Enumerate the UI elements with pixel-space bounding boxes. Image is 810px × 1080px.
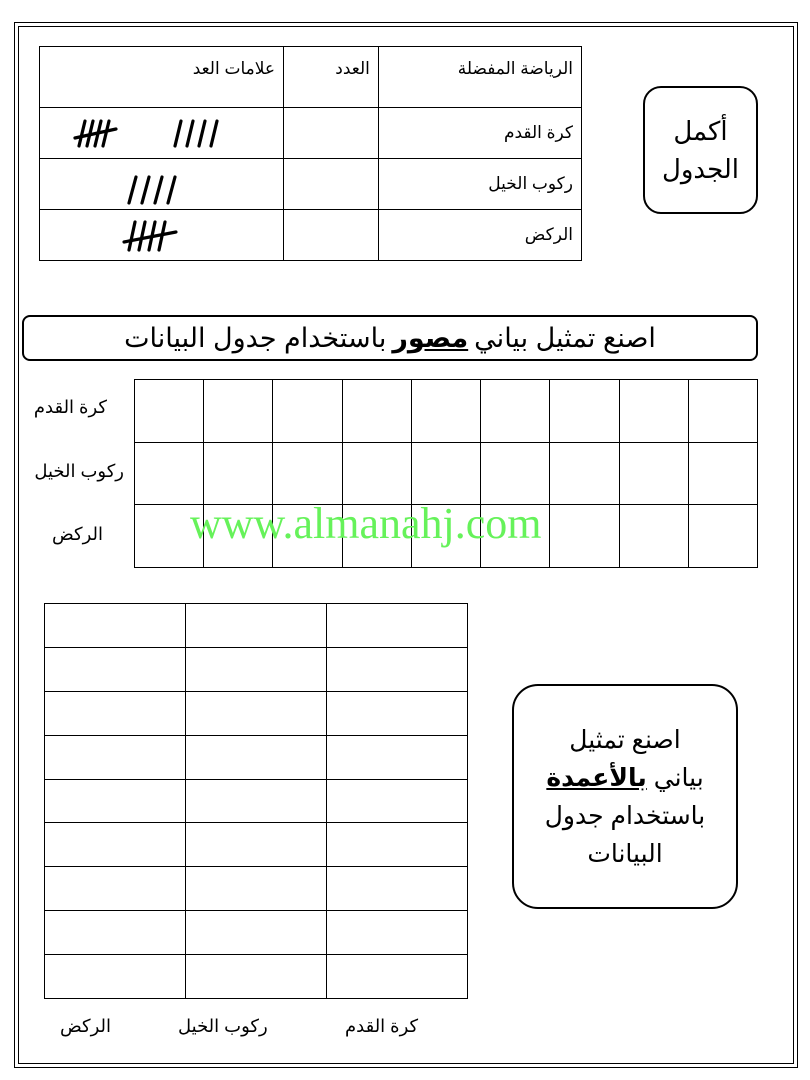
- grid-row: [45, 604, 468, 648]
- bar-instruction-line2-text: بياني: [653, 763, 704, 792]
- bar-graph-cell[interactable]: [327, 867, 468, 911]
- pictograph-cell[interactable]: [411, 442, 480, 505]
- pictograph-cell[interactable]: [411, 380, 480, 443]
- pictograph-cell[interactable]: [342, 442, 411, 505]
- bar-graph-cell[interactable]: [327, 735, 468, 779]
- sport-name: ركوب الخيل: [378, 159, 581, 210]
- tally-marks-running-icon: [48, 210, 275, 260]
- pictograph-cell[interactable]: [342, 380, 411, 443]
- grid-row: [135, 380, 758, 443]
- number-cell[interactable]: [284, 108, 379, 159]
- bar-graph-cell[interactable]: [186, 691, 327, 735]
- pictograph-cell[interactable]: [273, 380, 342, 443]
- instruction-bold: مصور: [392, 322, 469, 353]
- pictograph-cell[interactable]: [550, 380, 619, 443]
- bar-graph-cell[interactable]: [186, 647, 327, 691]
- bar-graph-cell[interactable]: [186, 779, 327, 823]
- bar-graph-grid: [44, 603, 468, 999]
- bar-graph-cell[interactable]: [186, 735, 327, 779]
- sport-name: كرة القدم: [378, 108, 581, 159]
- bar-graph-cell[interactable]: [45, 779, 186, 823]
- watermark: www.almanahj.com: [190, 499, 542, 548]
- sport-name: الركض: [378, 210, 581, 261]
- bar-graph-cell[interactable]: [327, 691, 468, 735]
- bar-graph-cell[interactable]: [45, 647, 186, 691]
- bar-graph-cell[interactable]: [186, 955, 327, 999]
- table-row: [40, 210, 582, 261]
- grid-row: [45, 691, 468, 735]
- bar-graph-cell[interactable]: [186, 867, 327, 911]
- pictograph-cell[interactable]: [204, 442, 273, 505]
- bar-graph-cell[interactable]: [327, 955, 468, 999]
- pictograph-cell[interactable]: [204, 380, 273, 443]
- pictograph-cell[interactable]: [273, 442, 342, 505]
- header-marks: علامات العد: [40, 47, 284, 108]
- number-cell[interactable]: [284, 159, 379, 210]
- tally-marks-horse-icon: [48, 159, 275, 209]
- tally-table: [39, 46, 582, 261]
- tally-marks-football-icon: [48, 108, 275, 158]
- bar-graph-cell[interactable]: [45, 604, 186, 648]
- grid-row: [135, 442, 758, 505]
- table-row: [40, 108, 582, 159]
- grid-row: [45, 779, 468, 823]
- grid-row: [45, 867, 468, 911]
- instruction-part1: اصنع تمثيل بياني: [474, 322, 656, 353]
- grid-row: [45, 955, 468, 999]
- grid-row: [45, 823, 468, 867]
- header-number: العدد: [284, 47, 379, 108]
- pictograph-cell[interactable]: [135, 442, 204, 505]
- pictograph-cell[interactable]: [688, 442, 757, 505]
- pictograph-label: ركوب الخيل: [34, 461, 124, 481]
- bar-x-label: الركض: [60, 1016, 112, 1036]
- bar-graph-instruction-box: [512, 684, 738, 909]
- bar-graph-cell[interactable]: [45, 823, 186, 867]
- bar-graph-cell[interactable]: [186, 911, 327, 955]
- header-sport: الرياضة المفضلة: [378, 47, 581, 108]
- bar-x-label: كرة القدم: [345, 1016, 419, 1036]
- pictograph-cell[interactable]: [550, 505, 619, 568]
- bar-instruction-bold: بالأعمدة: [546, 763, 647, 792]
- grid-row: [45, 647, 468, 691]
- bar-instruction-line3: باستخدام جدول: [544, 801, 706, 830]
- bar-graph-cell[interactable]: [45, 735, 186, 779]
- pictograph-instruction: [22, 315, 758, 361]
- pictograph-cell[interactable]: [688, 505, 757, 568]
- pictograph-cell[interactable]: [481, 442, 550, 505]
- bar-graph-cell[interactable]: [327, 823, 468, 867]
- tally-marks: [40, 159, 284, 210]
- complete-box-line1: أكمل: [673, 116, 728, 146]
- number-cell[interactable]: [284, 210, 379, 261]
- bar-graph-cell[interactable]: [45, 955, 186, 999]
- bar-x-label: ركوب الخيل: [178, 1016, 268, 1036]
- bar-graph-cell[interactable]: [327, 911, 468, 955]
- pictograph-cell[interactable]: [619, 380, 688, 443]
- bar-graph-cell[interactable]: [327, 604, 468, 648]
- pictograph-cell[interactable]: [135, 380, 204, 443]
- bar-graph-cell[interactable]: [327, 779, 468, 823]
- bar-instruction-line2: [546, 759, 703, 797]
- instruction-part2: باستخدام جدول البيانات: [124, 322, 387, 353]
- table-row: [40, 159, 582, 210]
- pictograph-label: الركض: [51, 524, 103, 544]
- bar-graph-cell[interactable]: [186, 823, 327, 867]
- complete-box-line2: الجدول: [661, 154, 740, 184]
- grid-row: [45, 911, 468, 955]
- pictograph-cell[interactable]: [688, 380, 757, 443]
- bar-graph-cell[interactable]: [45, 867, 186, 911]
- bar-graph-cell[interactable]: [327, 647, 468, 691]
- pictograph-cell[interactable]: [619, 505, 688, 568]
- tally-marks: [40, 108, 284, 159]
- tally-header-row: [40, 47, 582, 108]
- bar-graph-cell[interactable]: [45, 691, 186, 735]
- tally-marks: [40, 210, 284, 261]
- grid-row: [45, 735, 468, 779]
- pictograph-cell[interactable]: [550, 442, 619, 505]
- bar-instruction-line1: اصنع تمثيل: [569, 725, 681, 754]
- bar-graph-cell[interactable]: [186, 604, 327, 648]
- pictograph-label: كرة القدم: [33, 397, 107, 417]
- pictograph-cell[interactable]: [481, 380, 550, 443]
- bar-graph-cell[interactable]: [45, 911, 186, 955]
- complete-table-box: [643, 86, 758, 214]
- pictograph-cell[interactable]: [619, 442, 688, 505]
- bar-instruction-line4: البيانات: [587, 839, 663, 868]
